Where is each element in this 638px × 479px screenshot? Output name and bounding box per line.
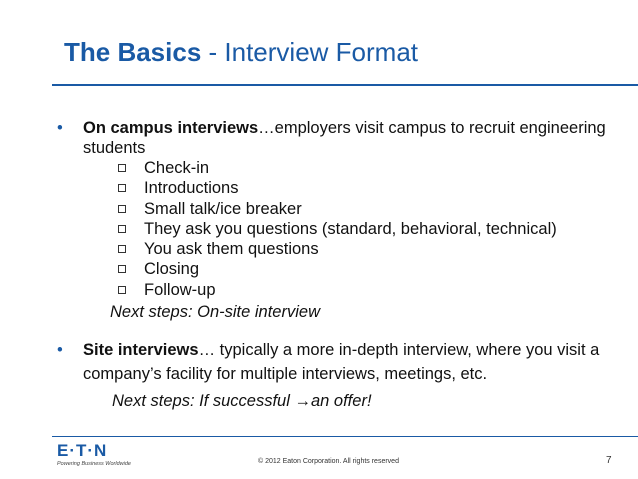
logo-tagline: Powering Business Worldwide xyxy=(57,461,131,467)
slide-title xyxy=(64,36,418,68)
title-divider xyxy=(52,84,638,86)
step-item xyxy=(57,219,627,239)
step-label: Introductions xyxy=(144,179,239,198)
footer-divider xyxy=(52,436,638,437)
step-label: Small talk/ice breaker xyxy=(144,199,302,218)
step-item xyxy=(57,199,627,219)
bullet-text: … typically a more in-depth interview, where you visit a company’s facility for multiple interviews, meetings, etc. xyxy=(83,341,600,384)
step-item xyxy=(57,259,627,279)
step-label: They ask you questions (standard, behavioral, technical) xyxy=(144,219,557,238)
step-label: Closing xyxy=(144,260,200,279)
step-label: Follow-up xyxy=(144,280,216,299)
logo-wordmark: E·T·N xyxy=(57,441,108,460)
arrow-icon: → xyxy=(294,392,311,411)
title-bold: The Basics xyxy=(64,37,202,67)
checkbox-square-icon xyxy=(118,286,126,294)
step-item xyxy=(57,178,627,198)
checkbox-square-icon xyxy=(118,184,126,192)
step-item xyxy=(57,239,627,259)
bullet-dot: • xyxy=(57,341,63,360)
bullet-site-interviews xyxy=(57,338,627,386)
on-campus-next-steps: Next steps: On-site interview xyxy=(110,303,320,322)
bullet-on-campus xyxy=(57,118,627,158)
bullet-dot: • xyxy=(57,119,63,137)
title-rest: - Interview Format xyxy=(201,37,419,67)
checkbox-square-icon xyxy=(118,225,126,233)
step-item xyxy=(57,158,627,178)
step-label: Check-in xyxy=(144,159,210,177)
eaton-logo xyxy=(57,442,137,476)
checkbox-square-icon xyxy=(118,265,126,273)
page-number: 7 xyxy=(606,455,612,466)
step-item xyxy=(57,280,627,300)
bullet-text: …employers visit campus to recruit engineering students xyxy=(83,119,606,157)
checkbox-square-icon xyxy=(118,245,126,253)
bullet-bold-label: On campus interviews xyxy=(83,119,259,137)
slide-content xyxy=(57,118,627,414)
next-steps-suffix: an offer! xyxy=(310,392,372,411)
site-next-steps xyxy=(57,388,627,414)
next-steps-prefix: Next steps: If successful xyxy=(112,392,295,411)
copyright-notice: © 2012 Eaton Corporation. All rights reserved xyxy=(258,458,399,465)
on-campus-steps xyxy=(57,158,627,300)
step-label: You ask them questions xyxy=(144,240,319,259)
bullet-bold-label: Site interviews xyxy=(83,341,199,360)
checkbox-square-icon xyxy=(118,164,126,172)
checkbox-square-icon xyxy=(118,205,126,213)
